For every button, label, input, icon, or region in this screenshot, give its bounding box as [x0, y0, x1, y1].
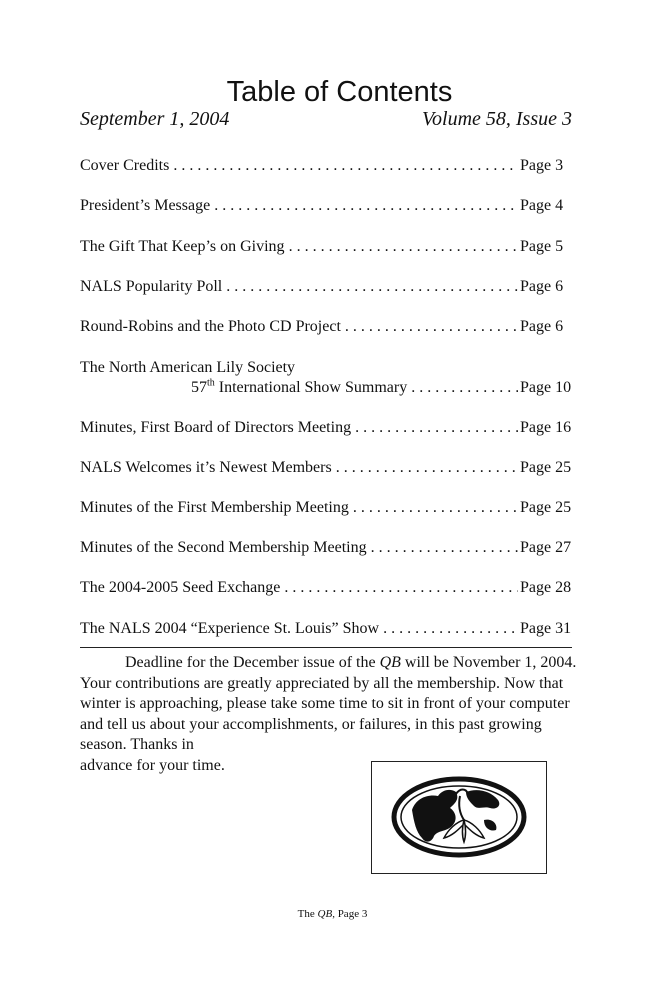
toc-entry-title: Cover Credits [80, 157, 170, 174]
issue-volume: Volume 58, Issue 3 [422, 108, 572, 130]
toc-entry-page: Page 6 [520, 318, 564, 335]
toc-entry[interactable] [80, 276, 572, 298]
footer-qb: QB [317, 908, 333, 920]
toc-entry-page: Page 10 [520, 379, 572, 396]
toc-entry[interactable] [80, 537, 572, 559]
toc-leader-dots [379, 618, 518, 640]
toc-entry[interactable] [80, 497, 572, 519]
notice-text: Deadline for the December issue of the [125, 654, 380, 671]
toc-entry-title: Minutes, First Board of Directors Meeting [80, 419, 352, 436]
toc-leader-dots [351, 417, 518, 439]
toc-leader-dots [332, 457, 518, 479]
issue-date: September 1, 2004 [80, 108, 230, 130]
toc-entry[interactable] [80, 316, 572, 338]
toc-leader-dots [349, 497, 518, 519]
toc-entry-page: Page 3 [520, 157, 564, 174]
toc-entry-page: Page 4 [520, 197, 564, 214]
toc-entry-title: President’s Message [80, 197, 211, 214]
toc-entry-title-rest: International Show Summary [214, 379, 408, 396]
deadline-notice [80, 653, 580, 776]
toc-entry[interactable] [80, 457, 572, 479]
toc-entry[interactable] [80, 577, 572, 599]
toc-entry-page: Page 16 [520, 419, 572, 436]
page-footer [0, 908, 665, 920]
logo-frame [371, 761, 547, 874]
toc-leader-dots [341, 316, 518, 338]
notice-closing: advance for your time. [80, 756, 225, 774]
toc-entry-title: NALS Popularity Poll [80, 278, 223, 295]
toc-entry-title: The NALS 2004 “Experience St. Louis” Show [80, 620, 380, 637]
notice-paragraph [80, 653, 580, 756]
toc-leader-dots [367, 537, 518, 559]
footer-page: , Page 3 [332, 908, 368, 920]
toc-entry-title: NALS Welcomes it’s Newest Members [80, 459, 332, 476]
toc-entry-title: Round-Robins and the Photo CD Project [80, 318, 341, 335]
footer-text: The [297, 908, 318, 920]
toc-entry-page: Page 31 [520, 620, 572, 637]
toc-entry-title-line1: The North American Lily Society [80, 359, 296, 376]
toc-entry[interactable] [80, 155, 572, 177]
toc-leader-dots [280, 577, 518, 599]
toc-entry[interactable] [80, 236, 572, 258]
toc-entry-title: Minutes of the Second Membership Meeting [80, 539, 367, 556]
toc-leader-dots [285, 236, 518, 258]
toc-entry[interactable] [80, 377, 572, 399]
section-divider [80, 647, 572, 648]
toc-entry-title: Minutes of the First Membership Meeting [80, 499, 349, 516]
qb-italic: QB [379, 654, 401, 671]
nals-lily-logo-icon [386, 770, 532, 866]
toc-leader-dots [407, 377, 518, 399]
toc-entry[interactable] [80, 417, 572, 439]
toc-entry[interactable] [80, 195, 572, 217]
ordinal-number: 57 [191, 379, 207, 396]
ordinal-suffix: th [207, 377, 215, 389]
toc-leader-dots [222, 276, 518, 298]
toc-leader-dots [210, 195, 518, 217]
toc-leader-dots [169, 155, 518, 177]
toc-entry-page: Page 28 [520, 579, 572, 596]
toc-entry-page: Page 27 [520, 539, 572, 556]
toc-entry-page: Page 5 [520, 238, 564, 255]
page-title: Table of Contents [226, 76, 453, 108]
toc-entry-page: Page 6 [520, 278, 564, 295]
toc-entry-title: The 2004-2005 Seed Exchange [80, 579, 281, 596]
notice-text: will be November 1, 2004. Your contributions are greatly appreciated by all the membership. Now that winter is approaching, please take some time to sit in front of your computer and tell us about your accomplishments, or failures, in this past growing season. Thanks in [80, 654, 577, 753]
toc-entry[interactable] [80, 618, 572, 640]
toc-entry-title [80, 377, 407, 399]
toc-entry-page: Page 25 [520, 459, 572, 476]
toc-entry-title: The Gift That Keep’s on Giving [80, 238, 285, 255]
toc-entry-page: Page 25 [520, 499, 572, 516]
